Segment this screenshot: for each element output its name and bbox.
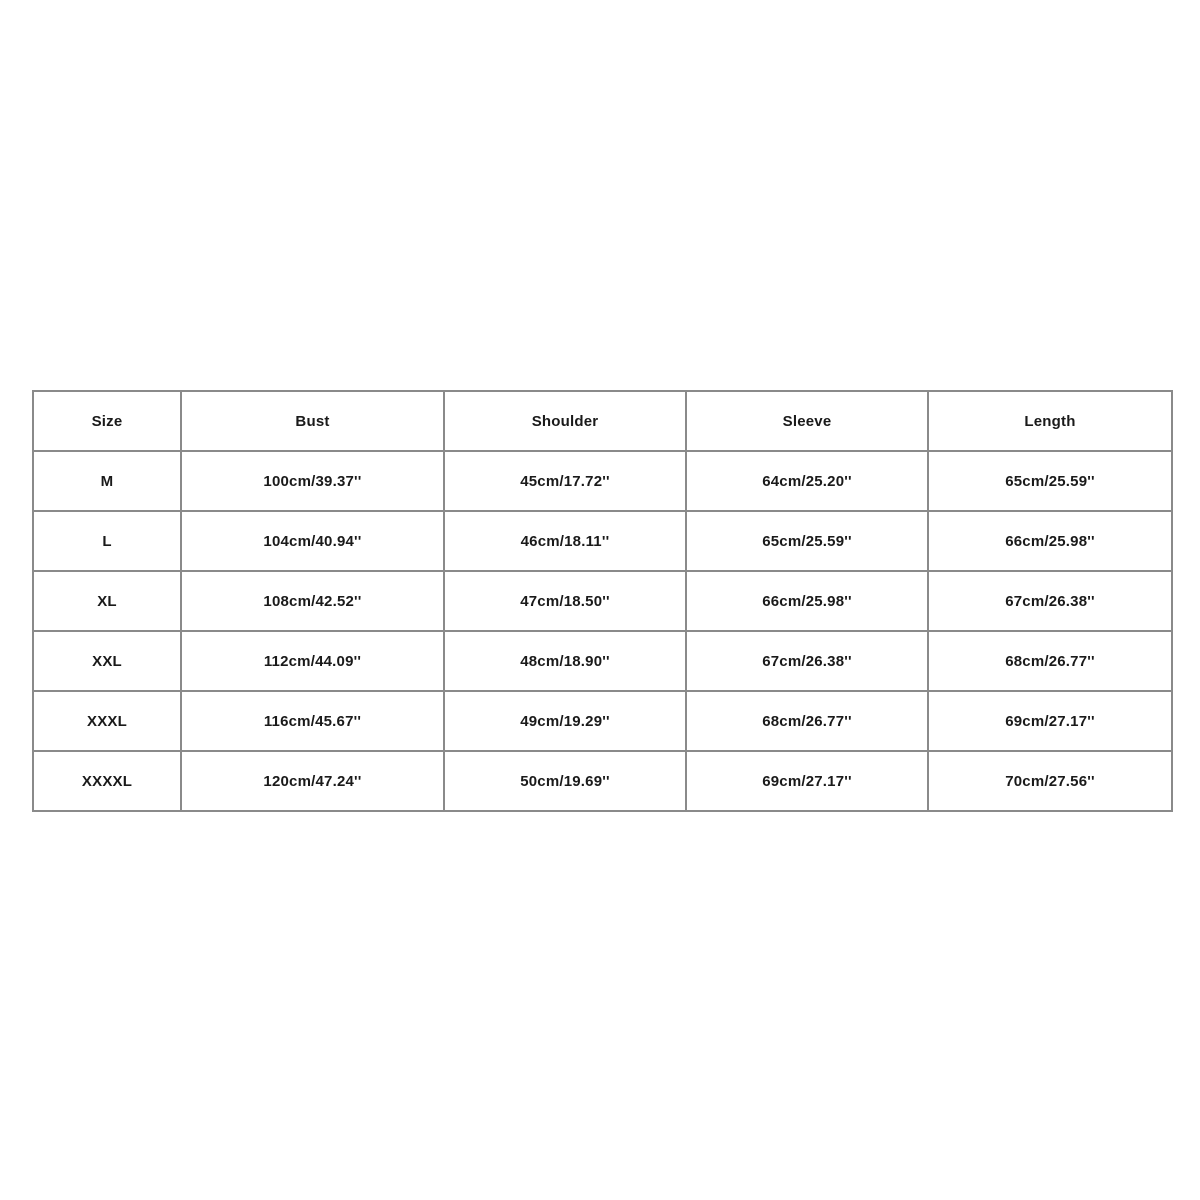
- cell-sleeve: 65cm/25.59'': [686, 511, 928, 571]
- cell-length: 66cm/25.98'': [928, 511, 1172, 571]
- cell-size: L: [33, 511, 181, 571]
- cell-size: XL: [33, 571, 181, 631]
- table-header-row: [33, 391, 1172, 451]
- cell-length: 65cm/25.59'': [928, 451, 1172, 511]
- header-bust: Bust: [181, 391, 444, 451]
- header-length: Length: [928, 391, 1172, 451]
- cell-length: 68cm/26.77'': [928, 631, 1172, 691]
- cell-size: XXL: [33, 631, 181, 691]
- table-row: [33, 451, 1172, 511]
- table-row: [33, 571, 1172, 631]
- table-row: [33, 511, 1172, 571]
- cell-shoulder: 46cm/18.11'': [444, 511, 686, 571]
- table-row: [33, 751, 1172, 811]
- cell-size: XXXL: [33, 691, 181, 751]
- header-sleeve: Sleeve: [686, 391, 928, 451]
- cell-size: XXXXL: [33, 751, 181, 811]
- cell-sleeve: 67cm/26.38'': [686, 631, 928, 691]
- cell-length: 70cm/27.56'': [928, 751, 1172, 811]
- cell-shoulder: 47cm/18.50'': [444, 571, 686, 631]
- cell-length: 69cm/27.17'': [928, 691, 1172, 751]
- header-size: Size: [33, 391, 181, 451]
- cell-shoulder: 48cm/18.90'': [444, 631, 686, 691]
- table-row: [33, 631, 1172, 691]
- cell-shoulder: 49cm/19.29'': [444, 691, 686, 751]
- cell-bust: 116cm/45.67'': [181, 691, 444, 751]
- cell-size: M: [33, 451, 181, 511]
- header-shoulder: Shoulder: [444, 391, 686, 451]
- cell-bust: 108cm/42.52'': [181, 571, 444, 631]
- size-chart-table: [32, 390, 1173, 812]
- cell-shoulder: 50cm/19.69'': [444, 751, 686, 811]
- cell-sleeve: 69cm/27.17'': [686, 751, 928, 811]
- cell-shoulder: 45cm/17.72'': [444, 451, 686, 511]
- cell-length: 67cm/26.38'': [928, 571, 1172, 631]
- table-row: [33, 691, 1172, 751]
- cell-bust: 104cm/40.94'': [181, 511, 444, 571]
- cell-sleeve: 66cm/25.98'': [686, 571, 928, 631]
- cell-sleeve: 68cm/26.77'': [686, 691, 928, 751]
- cell-bust: 100cm/39.37'': [181, 451, 444, 511]
- cell-bust: 120cm/47.24'': [181, 751, 444, 811]
- cell-bust: 112cm/44.09'': [181, 631, 444, 691]
- cell-sleeve: 64cm/25.20'': [686, 451, 928, 511]
